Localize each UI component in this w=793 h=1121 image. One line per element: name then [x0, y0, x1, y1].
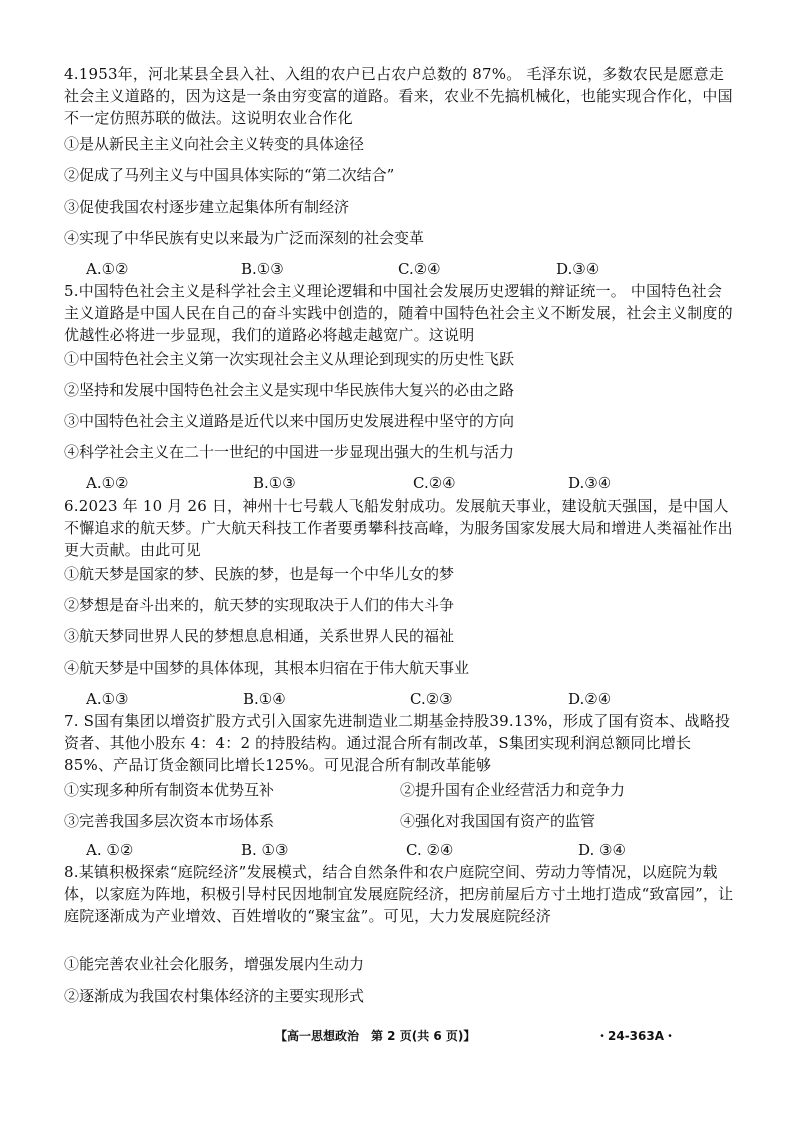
question-5-stem: 5.中国特色社会主义是科学社会主义理论逻辑和中国社会发展历史逻辑的辩证统一。 中国特色社会主义道路是中国人民在自己的奋斗实践中创造的，随着中国特色社会主义不断发展，社会主义制度的优越性必将进一步显现，我们的道路必将越走越宽广。这说明: [64, 282, 733, 344]
question-6-option-b[interactable]: B.①④: [243, 690, 286, 708]
question-4-option-a[interactable]: A.①②: [86, 260, 129, 278]
question-6-option-d[interactable]: D.②④: [568, 690, 612, 708]
question-7-options: [86, 839, 706, 861]
question-5-statement-2: ②坚持和发展中国特色社会主义是实现中华民族伟大复兴的必由之路: [64, 381, 515, 399]
footer-page-info: 【高一思想政治 第 2 页(共 6 页)】: [275, 1029, 476, 1043]
question-7-statement-1: ①实现多种所有制资本优势互补: [64, 781, 275, 799]
question-5-statement-3: ③中国特色社会主义道路是近代以来中国历史发展进程中坚守的方向: [64, 412, 515, 430]
question-4-option-d[interactable]: D.③④: [556, 260, 600, 278]
question-5-option-b[interactable]: B.①③: [253, 474, 296, 492]
question-6-statement-3: ③航天梦同世界人民的梦想息息相通，关系世界人民的福祉: [64, 627, 455, 645]
question-7-statement-4: ④强化对我国国有资产的监管: [400, 812, 596, 830]
question-6-options: [86, 688, 706, 710]
question-8-statement-2: ②逐渐成为我国农村集体经济的主要实现形式: [64, 987, 365, 1005]
question-7-option-a[interactable]: A. ①②: [86, 841, 134, 859]
question-7-statement-3: ③完善我国多层次资本市场体系: [64, 812, 275, 830]
question-4-statement-2: ②促成了马列主义与中国具体实际的“第二次结合”: [64, 166, 395, 184]
question-7-option-b[interactable]: B. ①③: [241, 841, 289, 859]
question-4-stem: 4.1953年，河北某县全县入社、入组的农户已占农户总数的 87%。 毛泽东说，多数农民是愿意走社会主义道路的，因为这是一条由穷变富的道路。看来，农业不先搞机械化，也能实现合作化，中国不一定仿照苏联的做法。这说明农业合作化: [64, 65, 733, 127]
question-4-option-b[interactable]: B.①③: [241, 260, 284, 278]
question-6-statement-2: ②梦想是奋斗出来的，航天梦的实现取决于人们的伟大斗争: [64, 596, 455, 614]
question-8-stem: 8.某镇积极探索“庭院经济”发展模式，结合自然条件和农户庭院空间、劳动力等情况，以庭院为载体，以家庭为阵地，积极引导村民因地制宜发展庭院经济，把房前屋后方寸土地打造成“致富园”，让庭院逐渐成为产业增效、百姓增收的“聚宝盆”。可见，大力发展庭院经济: [64, 863, 734, 925]
question-6-option-a[interactable]: A.①③: [86, 690, 129, 708]
question-7-statement-2: ②提升国有企业经营活力和竞争力: [400, 781, 626, 799]
question-4-statement-1: ①是从新民主主义向社会主义转变的具体途径: [64, 135, 365, 153]
question-6-stem: 6.2023 年 10 月 26 日，神州十七号载人飞船发射成功。发展航天事业，建设航天强国，是中国人不懈追求的航天梦。广大航天科技工作者要勇攀科技高峰，为服务国家发展大局和增进人类福祉作出更大贡献。由此可见: [64, 497, 733, 559]
question-5-option-c[interactable]: C.②④: [413, 474, 456, 492]
footer-exam-code: ・24-363A・: [596, 1029, 677, 1043]
question-4-statement-4: ④实现了中华民族有史以来最为广泛而深刻的社会变革: [64, 229, 425, 247]
question-6-option-c[interactable]: C.②③: [410, 690, 453, 708]
question-5-option-d[interactable]: D.③④: [568, 474, 612, 492]
question-5-option-a[interactable]: A.①②: [86, 474, 129, 492]
question-5-statement-4: ④科学社会主义在二十一世纪的中国进一步显现出强大的生机与活力: [64, 443, 515, 461]
question-4-options: [86, 258, 706, 280]
question-6-statement-4: ④航天梦是中国梦的具体体现，其根本归宿在于伟大航天事业: [64, 659, 470, 677]
question-7-option-d[interactable]: D. ③④: [578, 841, 626, 859]
question-4-statement-3: ③促使我国农村逐步建立起集体所有制经济: [64, 198, 350, 216]
question-7-stem: 7. S国有集团以增资扩股方式引入国家先进制造业二期基金持股39.13%，形成了国有资本、战略投资者、其他小股东 4：4：2 的持股结构。通过混合所有制改革，S集团实现利润总额同比增长85%、产品订货金额同比增长125%。可见混合所有制改革能够: [64, 712, 731, 774]
question-7-option-c[interactable]: C. ②④: [406, 841, 454, 859]
question-6-statement-1: ①航天梦是国家的梦、民族的梦，也是每一个中华儿女的梦: [64, 565, 455, 583]
question-4-option-c[interactable]: C.②④: [398, 260, 441, 278]
question-5-statement-1: ①中国特色社会主义第一次实现社会主义从理论到现实的历史性飞跃: [64, 350, 515, 368]
question-8-statement-1: ①能完善农业社会化服务，增强发展内生动力: [64, 955, 365, 973]
question-5-options: [86, 472, 706, 494]
